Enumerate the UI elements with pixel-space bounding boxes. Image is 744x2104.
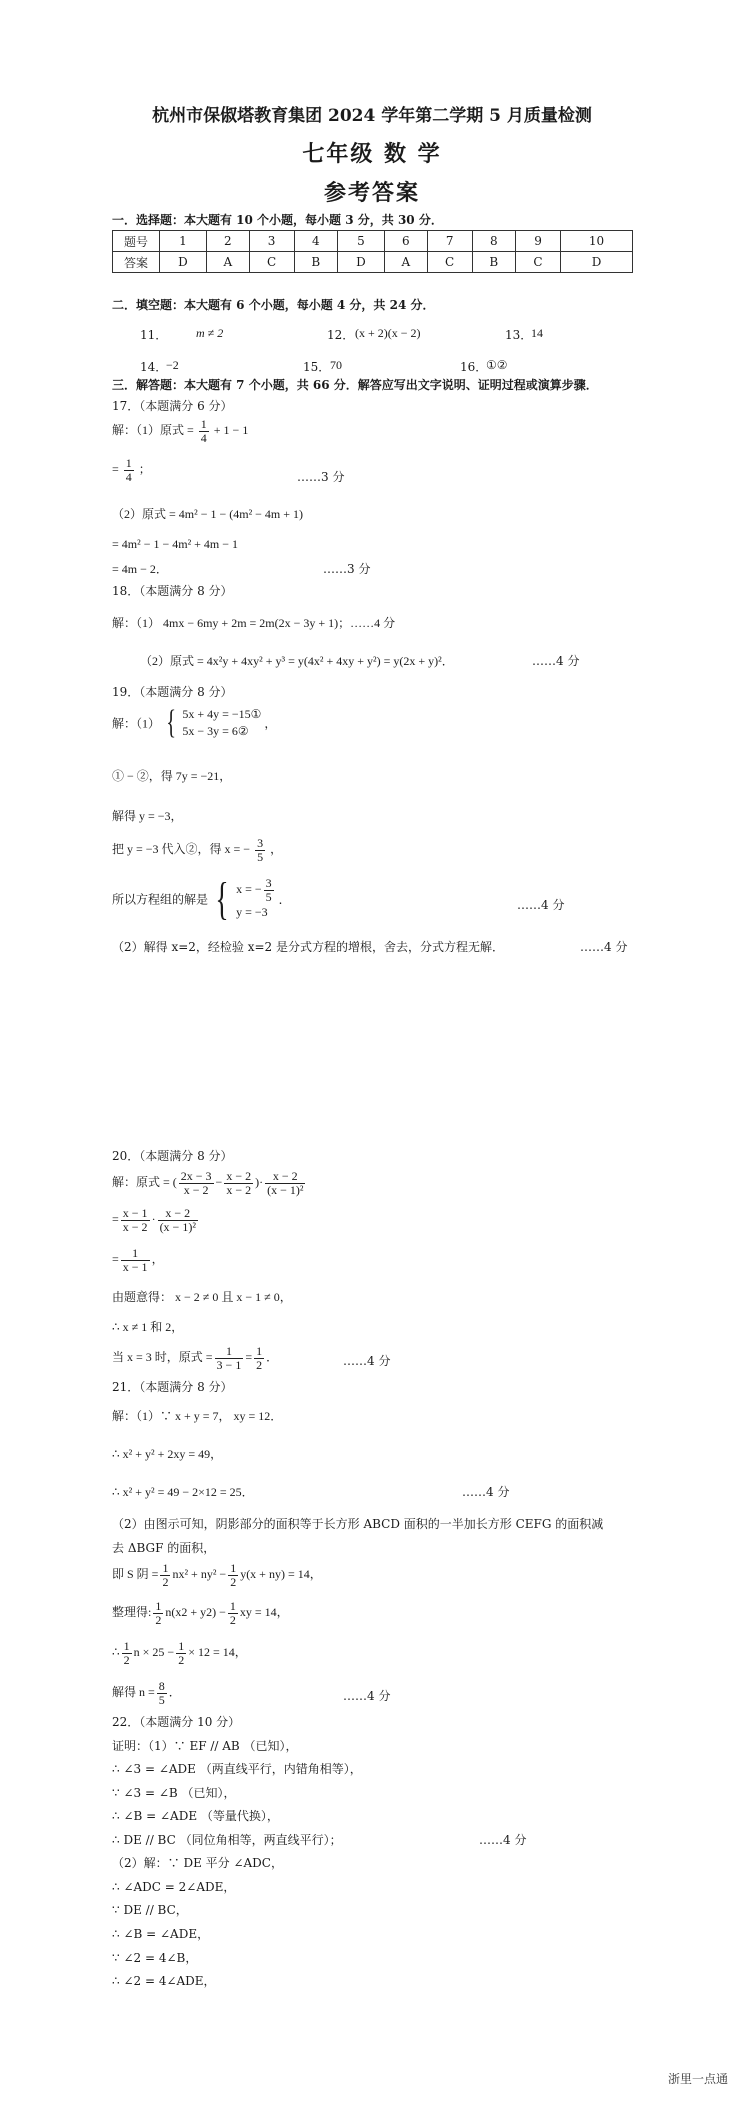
fill-item-answer: ①② [486, 358, 508, 372]
section1-heading: 一．选择题：本大题有 10 个小题，每小题 3 分，共 30 分． [112, 213, 443, 227]
fraction: $\frac{x - 2}{\text{(x − 1)²}}$ [267, 1169, 304, 1197]
q20-title: 20．（本题满分 8 分） [112, 1149, 233, 1163]
table-cell: 10 [561, 231, 633, 252]
q21-line: 去 ΔBGF 的面积， [112, 1541, 216, 1555]
fraction: $\frac{1}{2}$ [123, 1639, 130, 1667]
fraction: $\frac{3}{5}$ [265, 876, 272, 904]
score-mark: ……3 分 [297, 470, 345, 484]
fraction: $\frac{x - 2}{\text{(x − 1)²}}$ [159, 1206, 196, 1234]
table-cell: C [516, 252, 561, 273]
score-mark: ……4 分 [479, 1833, 527, 1847]
q22-line: ∴ ∠2 = 4∠ADE， [112, 1974, 216, 1988]
q17-text: + 1 − 1 [213, 422, 249, 437]
score-mark: ……4 分 [532, 654, 580, 668]
table-cell: D [338, 252, 385, 273]
q21-line: 即 S 阴 = $\frac{1}{2}$ nx² + ny² − $\frac{1}{2}$ y(x + ny) = 14， [112, 1561, 322, 1589]
brace: { [166, 704, 177, 741]
exam-title: 杭州市保俶塔教育集团 2024 学年第二学期 5 月质量检测 [152, 106, 592, 126]
fill-item-number: 14． [140, 360, 168, 374]
table-cell: 2 [206, 231, 249, 252]
table-cell: D [561, 252, 633, 273]
q21-line: ∴ x² + y² = 49 − 2×12 = 25． [112, 1485, 254, 1499]
q17-text: 解：（1）原式 = [112, 422, 194, 437]
fill-item-answer: 14 [531, 326, 543, 340]
answer-key-title: 参考答案 [323, 180, 420, 206]
q21-title: 21．（本题满分 8 分） [112, 1380, 233, 1394]
fraction: $\frac{1}{4}$ [200, 417, 207, 445]
fraction: $\frac{1}{3 - 1}$ [216, 1344, 242, 1372]
q22-line: ∵ ∠2 = 4∠B， [112, 1951, 198, 1965]
table-cell: C [249, 252, 294, 273]
fill-item-number: 11． [140, 328, 168, 342]
fraction: $\frac{1}{2}$ [256, 1344, 263, 1372]
q20-line: 当 x = 3 时，原式 = $\frac{1}{3 - 1}$ = $\frac{1}{2}$ ． [112, 1344, 279, 1372]
fraction: $\frac{2x - 3}{x - 2}$ [180, 1169, 212, 1197]
table-cell: 4 [294, 231, 337, 252]
q20-line: = $\frac{1}{x - 1}$ ， [112, 1246, 164, 1274]
q17-line [112, 418, 248, 444]
q21-line: ∴ $\frac{1}{2}$ n × 25 − $\frac{1}{2}$ × 12 = 14， [112, 1639, 247, 1667]
q19-title: 19．（本题满分 8 分） [112, 685, 233, 699]
q19-line: 解得 y = −3， [112, 809, 183, 823]
table-row-numbers [113, 231, 633, 252]
fraction: $\frac{1}{2}$ [229, 1599, 236, 1627]
watermark-text: 浙里一点通 [668, 2072, 729, 2086]
q22-line: 证明：（1）∵ EF // AB （已知）， [112, 1739, 298, 1753]
q19-line: 把 y = −3 代入②，得 x = − $\frac{3}{5}$ ， [112, 836, 283, 864]
q20-line: = $\frac{x - 1}{x - 2}$ · $\frac{x - 2}{\text{(x − 1)²}}$ [112, 1206, 196, 1234]
q22-line: ∴ ∠ADC = 2∠ADE， [112, 1880, 236, 1894]
q22-line: ∴ ∠B = ∠ADE， [112, 1927, 210, 1941]
q21-line: 整理得: $\frac{1}{2}$ n(x2 + y2) − $\frac{1}{2}$ xy = 14， [112, 1599, 289, 1627]
equation-system: 5x + 4y = −15① 5x − 3y = 6② [182, 707, 262, 738]
q22-line: ∴ DE // BC （同位角相等，两直线平行）； [112, 1833, 342, 1847]
table-cell: 1 [160, 231, 207, 252]
q21-line: ∴ x² + y² + 2xy = 49， [112, 1447, 223, 1461]
q22-line: ∵ ∠3 = ∠B （已知）， [112, 1786, 236, 1800]
q17-title: 17．（本题满分 6 分） [112, 399, 233, 413]
score-mark: ……4 分 [343, 1689, 391, 1703]
q21-line: 解得 n = $\frac{8}{5}$ ． [112, 1679, 181, 1707]
q20-line: ∴ x ≠ 1 和 2， [112, 1320, 184, 1334]
q18-line: 解：（1） 4mx − 6my + 2m = 2m(2x − 3y + 1)；……4 分 [112, 616, 396, 630]
subject-title: 七年级 数 学 [302, 141, 442, 167]
q19-line: 所以方程组的解是 { x = − $\frac{3}{5}$ y = −3 ． [112, 873, 291, 924]
table-cell: B [472, 252, 515, 273]
q20-line: 由题意得： x − 2 ≠ 0 且 x − 1 ≠ 0， [112, 1290, 292, 1304]
section2-heading: 二．填空题：本大题有 6 个小题，每小题 4 分，共 24 分． [112, 298, 435, 312]
fill-item-answer: (x + 2)(x − 2) [355, 326, 421, 340]
fill-item-number: 12． [327, 328, 355, 342]
brace: { [215, 873, 229, 924]
q22-line: ∴ ∠3 = ∠ADE （两直线平行，内错角相等）， [112, 1762, 362, 1776]
table-cell: 8 [472, 231, 515, 252]
score-mark: ……4 分 [343, 1354, 391, 1368]
table-cell: A [206, 252, 249, 273]
fill-item-answer: −2 [166, 358, 179, 372]
table-cell: 7 [427, 231, 472, 252]
table-cell: C [427, 252, 472, 273]
fill-item-answer: 70 [330, 358, 342, 372]
q19-line: 解：（1） { 5x + 4y = −15① 5x − 3y = 6② ， [112, 704, 277, 741]
fraction: $\frac{1}{x - 1}$ [122, 1246, 148, 1274]
fraction: $\frac{x - 1}{x - 2}$ [122, 1206, 148, 1234]
q21-line: （2）由图示可知，阴影部分的面积等于长方形 ABCD 面积的一半加长方形 CEFG 的面积减 [112, 1517, 604, 1531]
q18-line: （2）原式 = 4x²y + 4xy² + y³ = y(4x² + 4xy + y²) = y(2x + y)²． [140, 654, 454, 668]
table-cell: 5 [338, 231, 385, 252]
section3-heading: 三．解答题：本大题有 7 个小题，共 66 分．解答应写出文字说明、证明过程或演算步骤． [112, 378, 598, 392]
fraction: $\frac{8}{5}$ [158, 1679, 165, 1707]
fraction: $\frac{1}{2}$ [162, 1561, 169, 1589]
q21-line: 解：（1）∵ x + y = 7， xy = 12． [112, 1409, 283, 1423]
row-label: 题号 [113, 231, 160, 252]
answer-table [112, 230, 633, 273]
fraction: $\frac{1}{2}$ [178, 1639, 185, 1667]
q22-title: 22．（本题满分 10 分） [112, 1715, 241, 1729]
q22-line: （2）解：∵ DE 平分 ∠ADC， [112, 1856, 283, 1870]
q19-line: （2）解得 x=2，经检验 x=2 是分式方程的增根，舍去，分式方程无解． [112, 940, 504, 954]
q17-line: = 4m² − 1 − 4m² + 4m − 1 [112, 537, 239, 551]
q20-line: 解：原式 = ( $\frac{2x - 3}{x - 2}$ − $\frac{x - 2}{x - 2}$ )· $\frac{x - 2}{\text{(x − 1)²}}$ [112, 1169, 304, 1197]
table-cell: D [160, 252, 207, 273]
fill-item-number: 16． [460, 360, 488, 374]
q18-title: 18．（本题满分 8 分） [112, 584, 233, 598]
q22-line: ∴ ∠B = ∠ADE （等量代换）， [112, 1809, 279, 1823]
score-mark: ……3 分 [323, 562, 371, 576]
score-mark: ……4 分 [580, 940, 628, 954]
fraction: $\frac{1}{2}$ [155, 1599, 162, 1627]
table-cell: B [294, 252, 337, 273]
q17-line: = $\frac{1}{4}$ ； [112, 456, 151, 484]
score-mark: ……4 分 [517, 898, 565, 912]
fraction: $\frac{1}{2}$ [230, 1561, 237, 1589]
solution-system: x = − $\frac{3}{5}$ y = −3 [236, 876, 272, 919]
fraction: $\frac{3}{5}$ [257, 836, 264, 864]
q17-line: （2）原式 = 4m² − 1 − (4m² − 4m + 1) [112, 507, 304, 521]
table-cell: 6 [384, 231, 427, 252]
fraction: $\frac{1}{4}$ [125, 456, 132, 484]
table-cell: 3 [249, 231, 294, 252]
fill-item-number: 15． [303, 360, 331, 374]
q22-line: ∵ DE // BC， [112, 1903, 188, 1917]
fill-item-number: 13． [505, 328, 533, 342]
table-cell: A [384, 252, 427, 273]
table-row-answers [113, 252, 633, 273]
fill-item-answer: m ≠ 2 [196, 326, 224, 340]
fraction: $\frac{x - 2}{x - 2}$ [226, 1169, 252, 1197]
row-label: 答案 [113, 252, 160, 273]
q17-line: = 4m − 2． [112, 562, 168, 576]
score-mark: ……4 分 [462, 1485, 510, 1499]
table-cell: 9 [516, 231, 561, 252]
q19-line: ① − ②，得 7y = −21， [112, 769, 232, 783]
